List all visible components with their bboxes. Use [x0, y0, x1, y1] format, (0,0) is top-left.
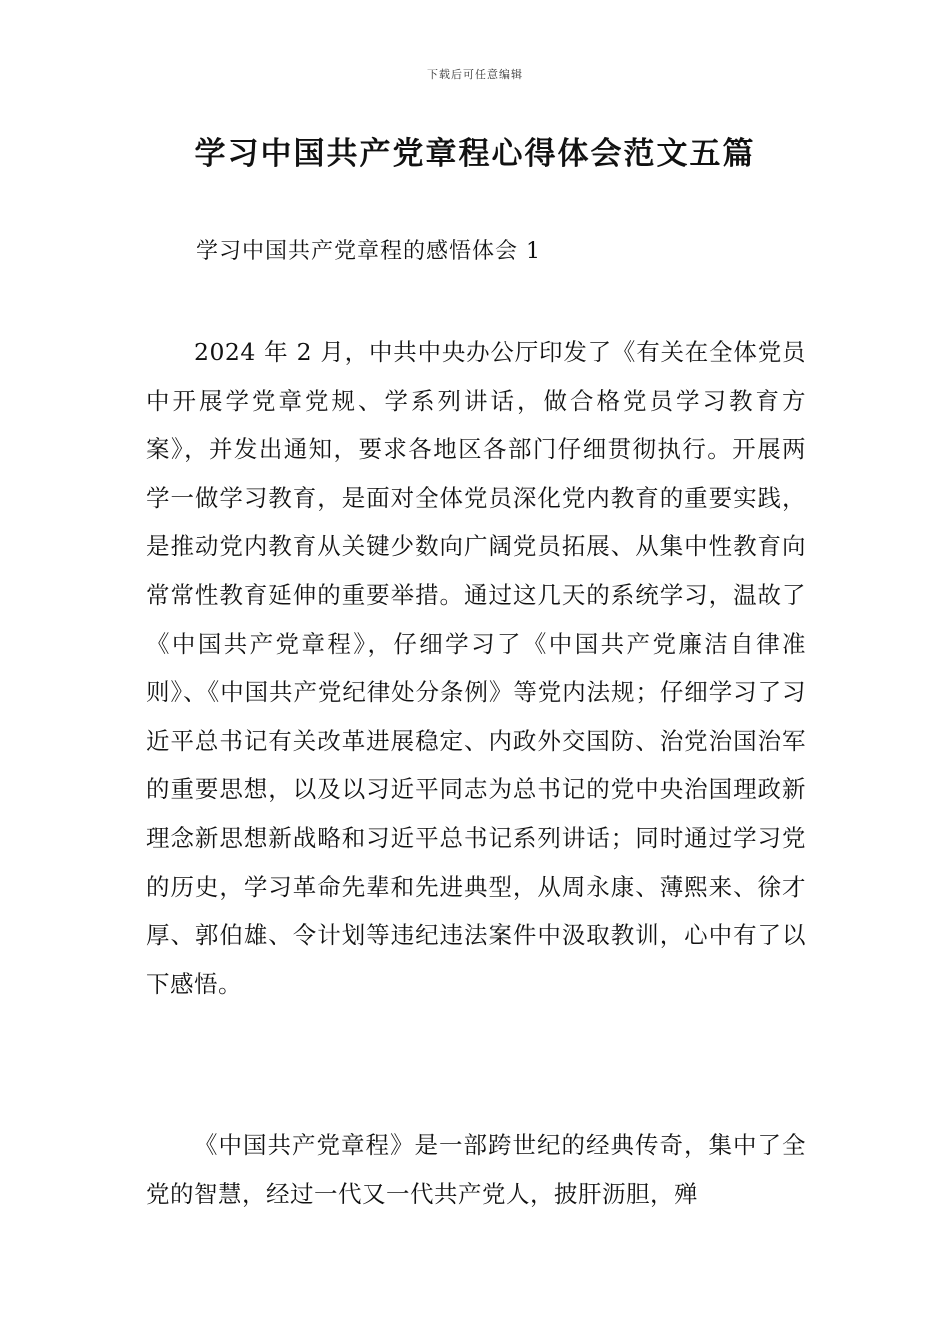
header-note: 下载后可任意编辑 [427, 68, 523, 81]
body-paragraph-1: 2024 年 2 月，中共中央办公厅印发了《有关在全体党员中开展学党章党规、学系列讲话，做合格党员学习教育方案》，并发出通知，要求各地区各部门仔细贯彻执行。开展两学一做学习教育，是面对全体党员深化党内教育的重要实践，是推动党内教育从关键少数向广阔党员拓展、从集中性教育向常常性教育延伸的重要举措。通过这几天的系统学习，温故了《中国共产党章程》，仔细学习了《中国共产党廉洁自律准则》、《中国共产党纪律处分条例》等党内法规；仔细学习了习近平总书记有关改革进展稳定、内政外交国防、治党治国治军的重要思想，以及以习近平同志为总书记的党中央治国理政新理念新思想新战略和习近平总书记系列讲话；同时通过学习党的历史，学习革命先辈和先进典型，从周永康、薄熙来、徐才厚、郭伯雄、令计划等违纪违法案件中汲取教训，心中有了以下感悟。 [146, 338, 806, 998]
document-title: 学习中国共产党章程心得体会范文五篇 [194, 136, 756, 172]
section-heading: 学习中国共产党章程的感悟体会 1 [196, 239, 541, 264]
body-paragraph-2: 《中国共产党章程》是一部跨世纪的经典传奇，集中了全党的智慧，经过一代又一代共产党人，披肝沥胆，殚 [146, 1131, 806, 1208]
